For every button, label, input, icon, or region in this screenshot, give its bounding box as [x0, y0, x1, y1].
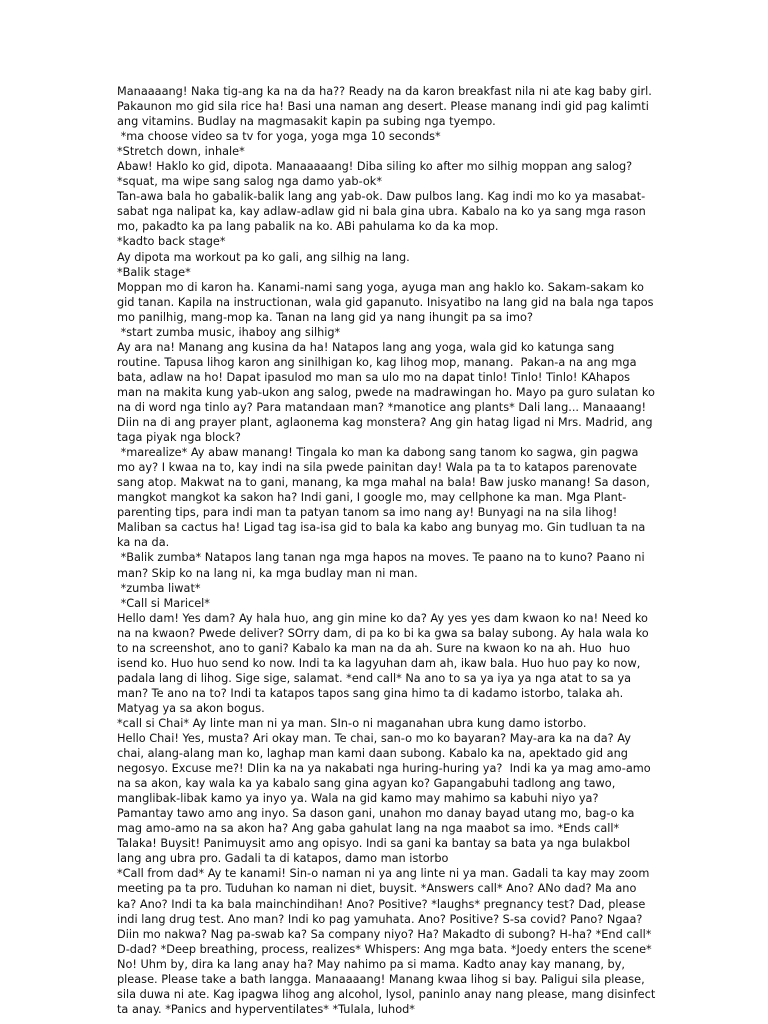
- paragraph-17: Hello dam! Yes dam? Ay hala huo, ang gin mine ko da? Ay yes yes dam kwaon ko na! Need ko na na kwaon? Pwede deliver? SOrry dam, di pa ko bi ka gwa sa balay subong. Ay hala wala ko to na screenshot, ano to gani? Kabalo ka man na da ah. Sure na kwaon ko na ah. Huo huo isend ko. Huo huo send ko now. Indi ta ka lagyuhan dam ah, ikaw bala. Huo huo pay ko now, padala lang di lihog. Sige sige, salamat. *end call* Na ano to sa ya iya ya nga atat to sa ya man? Te ano na to? Indi ta katapos tapos sang gina himo ta di kadamo istorbo, talaka ah. Matyag ya sa akon bogus.: [117, 611, 653, 715]
- paragraph-7: *kadto back stage*: [117, 235, 226, 249]
- paragraph-8: Ay dipota ma workout pa ko gali, ang silhig na lang.: [117, 250, 410, 264]
- paragraph-16: *Call si Maricel*: [117, 596, 210, 610]
- paragraph-13: *marealize* Ay abaw manang! Tingala ko man ka dabong sang tanom ko sagwa, gin pagwa mo ay? I kwaa na to, kay indi na sila pwede painitan day! Wala pa ta to katapos parenovate sang atop. Makwat na to gani, manang, ka mga mahal na bala! Baw jusko manang! Sa dason, mangkot mangkot ka sakon ha? Indi gani, I google mo, may cellphone ka man. Mga Plant-parenting tips, para indi man ta patyan tanom sa imo nang ay! Bunyagi na na sila lihog! Maliban sa cactus ha! Ligad tag isa-isa gid to bala ka kabo ang bunyag mo. Gin tudluan ta na ka na da.: [117, 446, 654, 550]
- paragraph-5: *squat, ma wipe sang salog nga damo yab-ok*: [117, 175, 382, 189]
- paragraph-11: *start zumba music, ihaboy ang silhig*: [117, 325, 341, 339]
- paragraph-10: Moppan mo di karon ha. Kanami-nami sang yoga, ayuga man ang haklo ko. Sakam-sakam ko gid tanan. Kapila na instructionan, wala gid gapanuto. Inisyatibo na lang gid na bala nga tapos mo panilhig, mang-mop ka. Tanan na lang gid ya nang ihungit pa sa imo?: [117, 280, 658, 324]
- paragraph-14: *Balik zumba* Natapos lang tanan nga mga hapos na moves. Te paano na to kuno? Paano ni man? Skip ko na lang ni, ka mga budlay man ni man.: [117, 551, 649, 580]
- paragraph-3: *Stretch down, inhale*: [117, 145, 245, 159]
- paragraph-19: Hello Chai! Yes, musta? Ari okay man. Te chai, san-o mo ko bayaran? May-ara ka na da? Ay chai, alang-alang man ko, laghap man kami daan subong. Kabalo ka na, apektado gid ang negosyo. Excuse me?! DIin ka na ya nakabati nga huring-huring ya? Indi ka ya mag amo-amo na sa akon, kay wala ka ya kabalo sang gina agyan ko? Gapangabuhi tadlong ang tawo, manglibak-libak kamo ya inyo ya. Wala na gid kamo may mahimo sa kabuhi niyo ya? Pamantay tawo amo ang inyo. Sa dason gani, unahon mo danay bayad utang mo, bag-o ka mag amo-amo na sa akon ha? Ang gaba gahulat lang na nga maabot sa imo. *Ends call* Talaka! Buysit! Panimuysit amo ang opisyo. Indi sa gani ka bantay sa bata ya nga bulakbol lang ang ubra pro. Gadali ta di katapos, damo man istorbo: [117, 732, 655, 866]
- paragraph-9: *Balik stage*: [117, 265, 191, 279]
- paragraph-20: *Call from dad* Ay te kanami! Sin-o naman ni ya ang linte ni ya man. Gadali ta kay may zoom meeting pa ta pro. Tuduhan ko naman ni diet, buysit. *Answers call* Ano? ANo dad? Ma ano ka? Ano? Indi ta ka bala mainchindihan! Ano? Positive? *laughs* pregnancy test? Dad, please indi lang drug test. Ano man? Indi ko pag yamuhata. Ano? Positive? S-sa covid? Pano? Ngaa? Diin mo nakwa? Nag pa-swab ka? Sa company niyo? Ha? Makadto di subong? H-ha? *End call* D-dad? *Deep breathing, process, realizes* Whispers: Ang mga bata. *Joedy enters the scene* No! Uhm by, dira ka lang anay ha? May nahimo pa si mama. Kadto anay kay manang, by, please. Please take a bath langga. Manaaaang! Manang kwaa lihog si bay. Paligui sila please, sila duwa ni ate. Kag ipagwa lihog ang alcohol, lysol, paninlo anay nang please, mang disinfect ta anay. *Panics and hyperventilates* *Tulala, luhod*: [117, 867, 659, 1016]
- paragraph-2: *ma choose video sa tv for yoga, yoga mga 10 seconds*: [117, 130, 441, 144]
- paragraph-6: Tan-awa bala ho gabalik-balik lang ang yab-ok. Daw pulbos lang. Kag indi mo ko ya masabat-sabat nga nalipat ka, kay adlaw-adlaw gid ni bala gina ubra. Kabalo na ko ya sang mga rason mo, pakadto ka pa lang pabalik na ko. ABi pahulama ko da ka mop.: [117, 190, 650, 234]
- paragraph-12: Ay ara na! Manang ang kusina da ha! Natapos lang ang yoga, wala gid ko katunga sang routine. Tapusa lihog karon ang sinilhigan ko, kag lihog mop, manang. Pakan-a na ang mga bata, adlaw na ho! Dapat ipasulod mo man sa ulo mo na dapat tinlo! Tinlo! Tinlo! KAhapos man na makita kung yab-ukon ang salog, pwede na madrawingan ho. Mayo pa guro sulatan ko na di word nga tinlo ay? Para matandaan man? *manotice ang plants* Dali lang... Manaaang! Diin na di ang prayer plant, aglaonema kag monstera? Ang gin hatag ligad ni Mrs. Madrid, ang taga piyak nga block?: [117, 340, 659, 445]
- paragraph-1: Manaaaang! Naka tig-ang ka na da ha?? Ready na da karon breakfast nila ni ate kag baby girl. Pakaunon mo gid sila rice ha! Basi una naman ang desert. Please manang indi gid pag kalimti ang vitamins. Budlay na magmasakit kapin pa subing nga tyempo.: [117, 85, 656, 129]
- paragraph-4: Abaw! Haklo ko gid, dipota. Manaaaaang! Diba siling ko after mo silhig moppan ang salog?: [117, 160, 633, 174]
- document-page: [117, 84, 657, 1017]
- paragraph-15: *zumba liwat*: [117, 581, 201, 595]
- paragraph-18: *call si Chai* Ay linte man ni ya man. SIn-o ni maganahan ubra kung damo istorbo.: [117, 716, 587, 730]
